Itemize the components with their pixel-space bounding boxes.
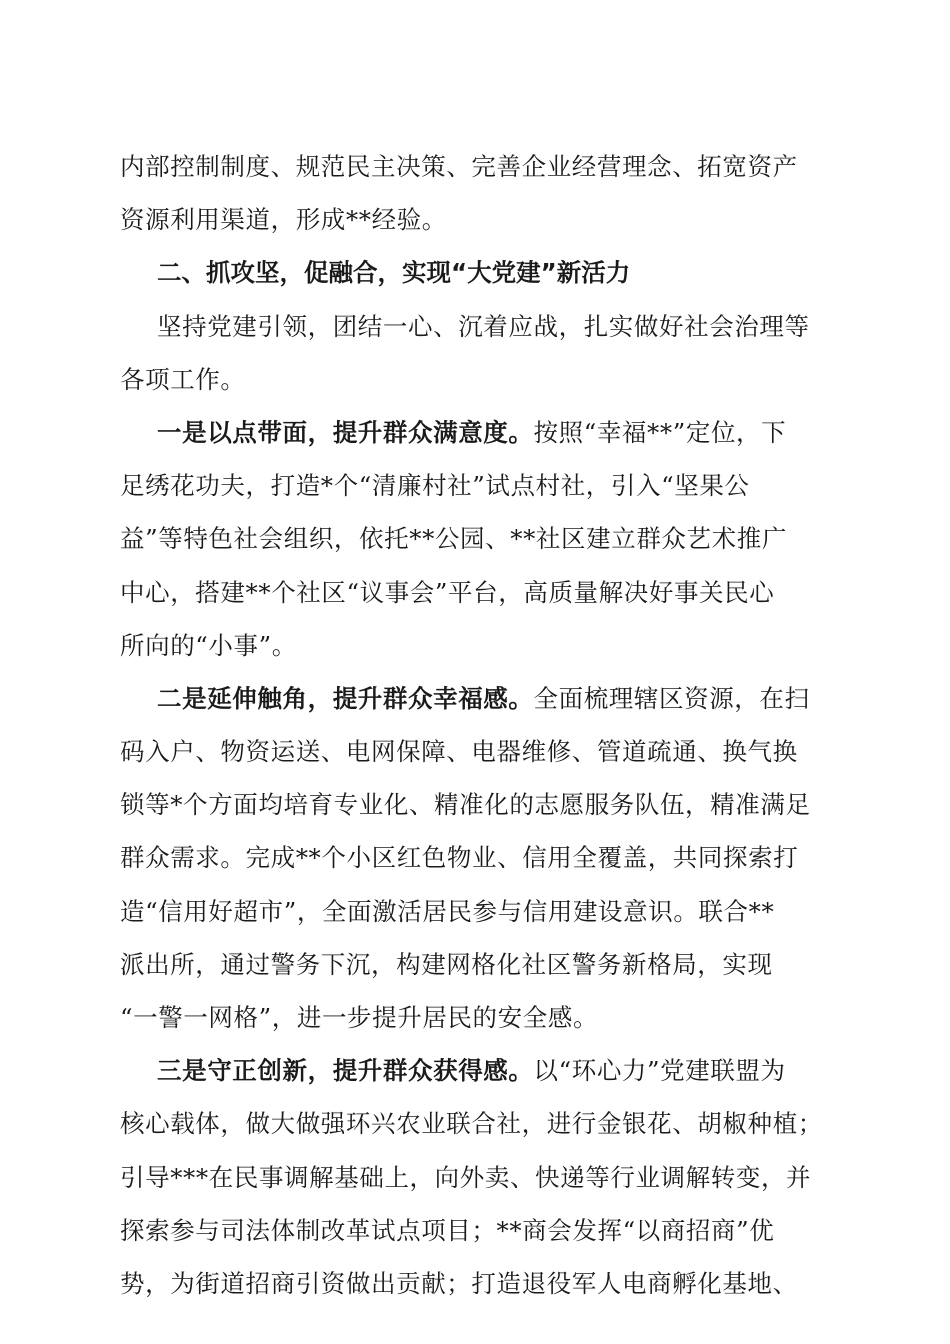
text-line: 核心载体，做大做强环兴农业联合社，进行金银花、胡椒种植； [120, 1109, 823, 1139]
text-line: 码入户、物资运送、电网保障、电器维修、管道疏通、换气换 [120, 737, 798, 767]
text-line: 派出所，通过警务下沉，构建网格化社区警务新格局，实现 [120, 949, 773, 979]
text-line: 探索参与司法体制改革试点项目；**商会发挥“以商招商”优 [120, 1215, 775, 1245]
item-lead-text: 二是延伸触角，提升群众幸福感。 [157, 683, 534, 713]
text-line: 所向的“小事”。 [120, 630, 297, 660]
document-body [120, 140, 830, 1310]
paragraph-continuation [120, 140, 830, 246]
text-line: “一警一网格”，进一步提升居民的安全感。 [120, 1003, 599, 1032]
paragraph-intro [120, 300, 830, 406]
paragraph-item-three [120, 1044, 830, 1310]
text-line: 锁等*个方面均培育专业化、精准化的志愿服务队伍，精准满足 [120, 790, 811, 820]
item-lead-text: 一是以点带面，提升群众满意度。 [157, 417, 534, 447]
text-line: 内部控制制度、规范民主决策、完善企业经营理念、拓宽资产 [120, 152, 798, 181]
text-line: 益”等特色社会组织，依托**公园、**社区建立群众艺术推广 [120, 524, 787, 554]
item-first-line-text: 全面梳理辖区资源，在扫 [533, 683, 810, 713]
text-line: 引导***在民事调解基础上，向外卖、快递等行业调解转变，并 [120, 1162, 812, 1192]
text-line: 势，为街道招商引资做出贡献；打造退役军人电商孵化基地、 [120, 1268, 798, 1298]
item-first-line-text: 按照“幸福**”定位，下 [533, 417, 787, 447]
text-line: 中心，搭建**个社区“议事会”平台，高质量解决好事关民心 [120, 577, 775, 607]
section-heading: 二、抓攻坚，促融合，实现“大党建”新活力 [157, 258, 631, 288]
paragraph-item-two [120, 672, 830, 1044]
item-first-line-text: 以“环心力”党建联盟为 [533, 1056, 786, 1086]
text-line: 资源利用渠道，形成**经验。 [120, 205, 447, 235]
item-lead-text: 三是守正创新，提升群众获得感。 [157, 1056, 534, 1086]
text-line: 足绣花功夫，打造*个“清廉村社”试点村社，引入“坚果公 [120, 471, 750, 501]
text-line: 各项工作。 [120, 364, 246, 394]
text-line: 造“信用好超市”，全面激活居民参与信用建设意识。联合** [120, 896, 775, 926]
text-line: 群众需求。完成**个小区红色物业、信用全覆盖，共同探索打 [120, 843, 799, 873]
text-line [120, 406, 830, 459]
text-line: 坚持党建引领，团结一心、沉着应战，扎实做好社会治理等 [157, 311, 810, 341]
text-line [120, 672, 830, 725]
paragraph-item-one [120, 406, 830, 672]
text-line [120, 1044, 830, 1097]
